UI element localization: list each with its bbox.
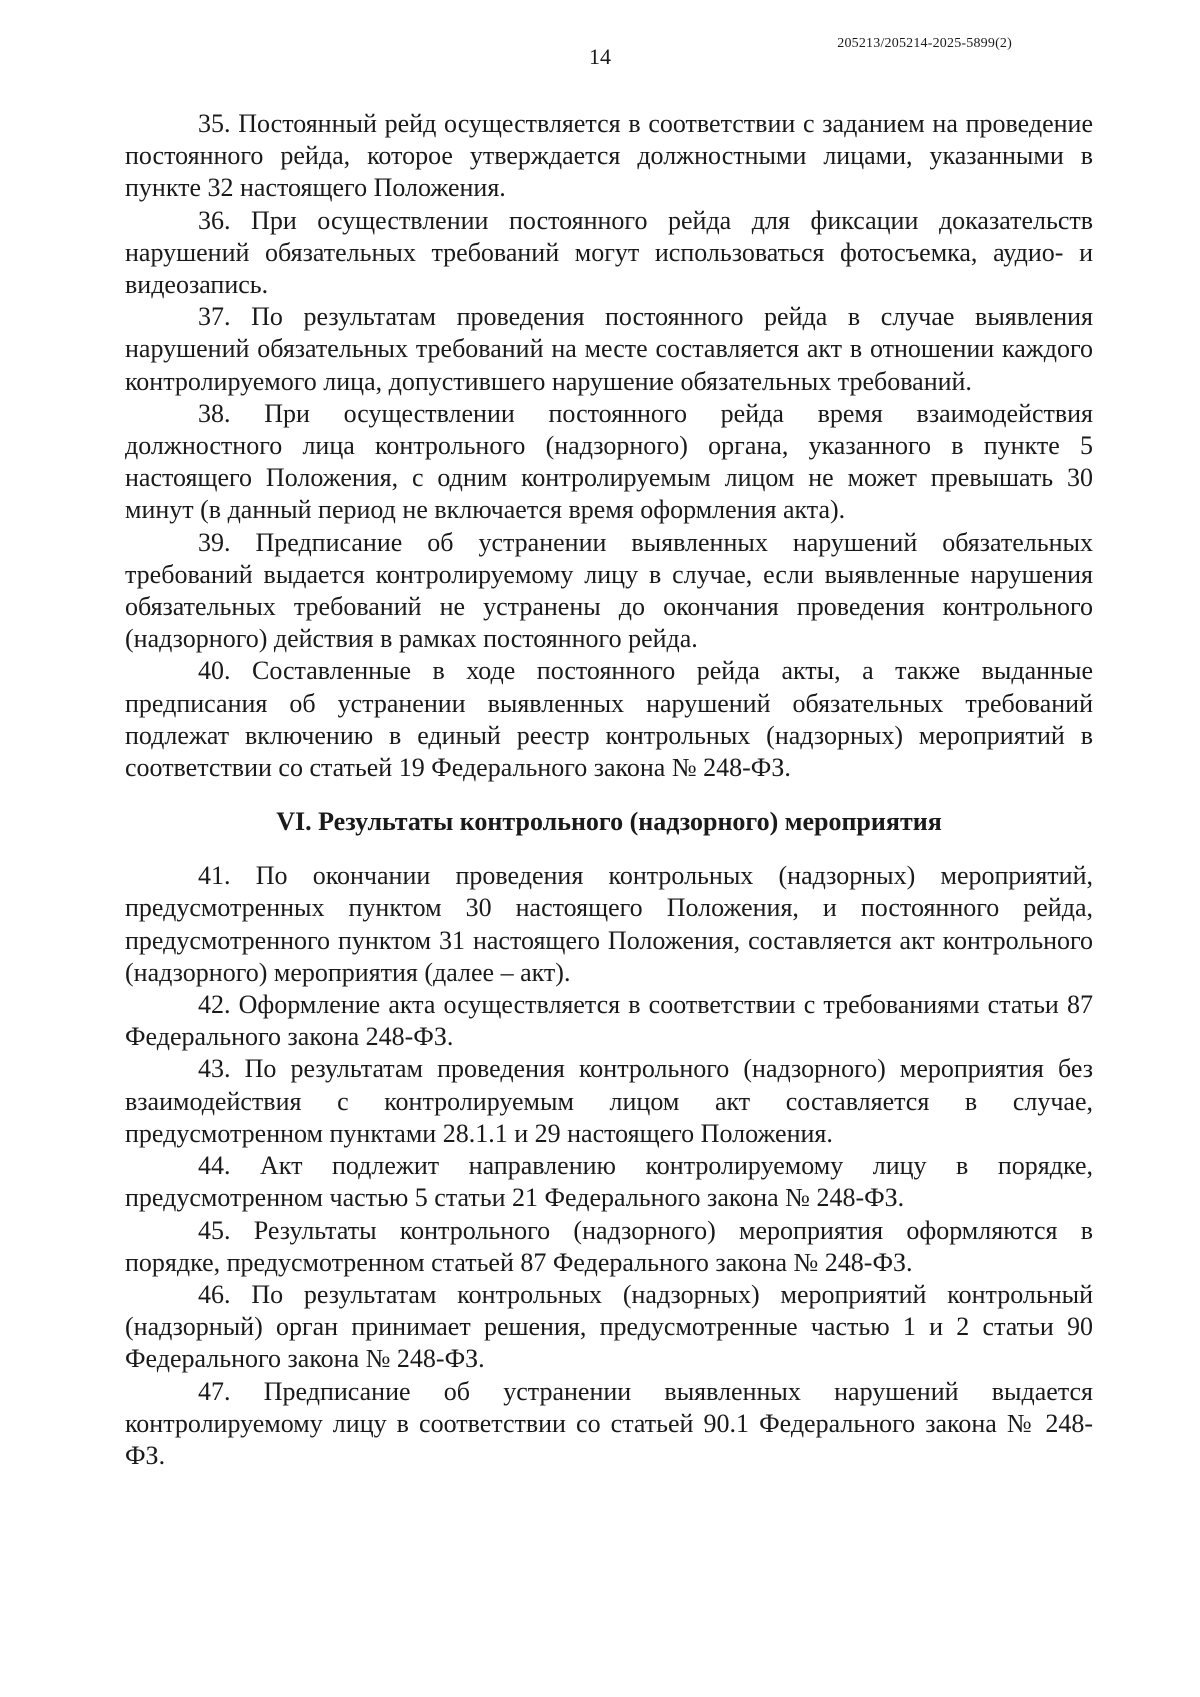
section-heading-vi: VI. Результаты контрольного (надзорного) мероприятия [276, 807, 942, 837]
paragraph-38: 38. При осуществлении постоянного рейда время взаимодействия должностного лица контрольного (надзорного) органа, указанного в пункте 5 настоящего Положения, с одним контролируемым лицом не может превышать 30 минут (в данный период не включается время оформления акта). [125, 398, 1093, 525]
paragraph-40: 40. Составленные в ходе постоянного рейда акты, а также выданные предписания об устранении выявленных нарушений обязательных требований подлежат включению в единый реестр контрольных (надзорных) мероприятий в соответствии со статьей 19 Федерального закона № 248-ФЗ. [125, 656, 1093, 783]
paragraph-39: 39. Предписание об устранении выявленных нарушений обязательных требований выдается контролируемому лицу в случае, если выявленные нарушения обязательных требований не устранены до окончания проведения контрольного (надзорного) действия в рамках постоянного рейда. [125, 527, 1093, 654]
paragraph-45: 45. Результаты контрольного (надзорного) мероприятия оформляются в порядке, предусмотренном статьей 87 Федерального закона № 248-ФЗ. [125, 1215, 1093, 1277]
page-number: 14 [589, 44, 611, 69]
paragraph-36: 36. При осуществлении постоянного рейда для фиксации доказательств нарушений обязательных требований могут использоваться фотосъемка, аудио- и видеозапись. [125, 205, 1093, 300]
paragraph-37: 37. По результатам проведения постоянного рейда в случае выявления нарушений обязательных требований на месте составляется акт в отношении каждого контролируемого лица, допустившего нарушение обязательных требований. [125, 302, 1093, 396]
paragraph-42: 42. Оформление акта осуществляется в соответствии с требованиями статьи 87 Федерального закона 248-ФЗ. [125, 990, 1093, 1052]
paragraph-43: 43. По результатам проведения контрольного (надзорного) мероприятия без взаимодействия с контролируемым лицом акт составляется в случае, предусмотренном пунктами 28.1.1 и 29 настоящего Положения. [125, 1054, 1093, 1148]
paragraph-41: 41. По окончании проведения контрольных (надзорных) мероприятий, предусмотренных пунктом 30 настоящего Положения, и постоянного рейда, предусмотренного пунктом 31 настоящего Положения, составляется акт контрольного (надзорного) мероприятия (далее – акт). [125, 861, 1093, 987]
document-body [125, 108, 1093, 1472]
paragraph-35: 35. Постоянный рейд осуществляется в соответствии с заданием на проведение постоянного рейда, которое утверждается должностными лицами, указанными в пункте 32 настоящего Положения. [125, 109, 1093, 203]
document-registration-number: 205213/205214-2025-5899(2) [837, 36, 1012, 51]
paragraph-46: 46. По результатам контрольных (надзорных) мероприятий контрольный (надзорный) орган принимает решения, предусмотренные частью 1 и 2 статьи 90 Федерального закона № 248-ФЗ. [125, 1279, 1093, 1374]
paragraph-44: 44. Акт подлежит направлению контролируемому лицу в порядке, предусмотренном частью 5 статьи 21 Федерального закона № 248-ФЗ. [125, 1151, 1093, 1213]
paragraph-47: 47. Предписание об устранении выявленных нарушений выдается контролируемому лицу в соответствии со статьей 90.1 Федерального закона № 248-ФЗ. [125, 1376, 1093, 1470]
